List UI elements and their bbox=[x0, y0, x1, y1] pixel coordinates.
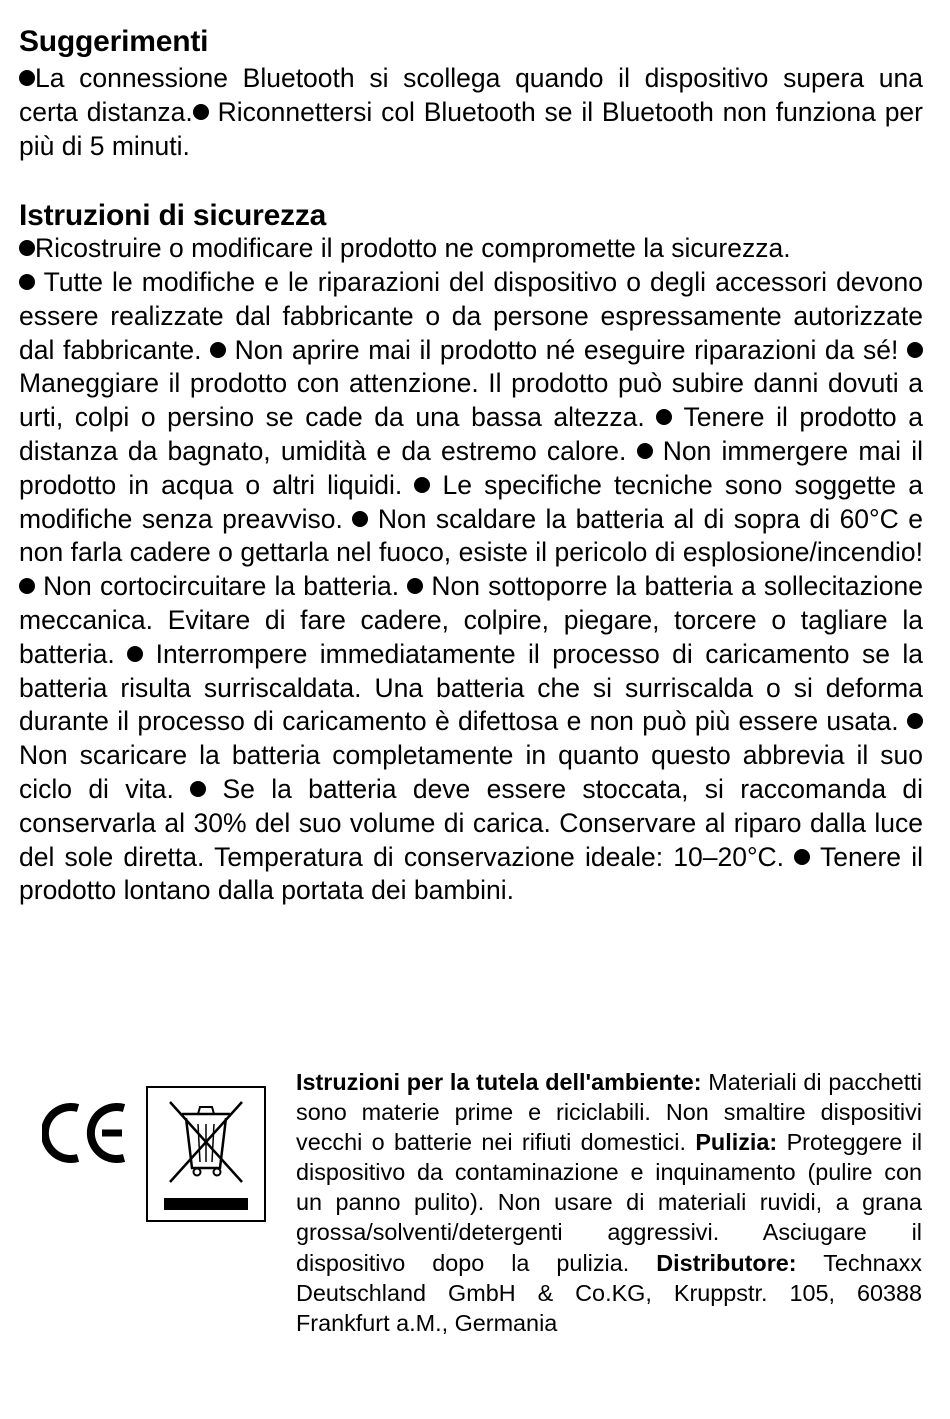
ce-mark-icon bbox=[42, 1100, 130, 1166]
bullet-dot-icon bbox=[637, 443, 653, 459]
bullet-dot-icon bbox=[190, 781, 206, 797]
distributor-label: Distributore: bbox=[656, 1249, 797, 1276]
cleaning-text: Proteggere il dispositivo da contaminazione e inquinamento (pulire con un panno pulito). Non usare di materiali ruvidi, a grana grossa/solventi/detergenti aggressivi. Asciugare il dispositivo dopo la pulizia. bbox=[296, 1129, 923, 1276]
environment-paragraph bbox=[296, 1067, 922, 1338]
safety-item: Tutte le modifiche e le riparazioni del dispositivo o degli accessori devono essere realizzate dal fabbricante o da persone espressamente autorizzate dal fabbricante. bbox=[19, 267, 924, 365]
safety-item: Tenere il prodotto lontano dalla portata dei bambini. bbox=[19, 841, 924, 906]
tips-item: La connessione Bluetooth si scollega quando il dispositivo supera una certa distanza. bbox=[19, 63, 923, 127]
crossed-out-bin-icon bbox=[148, 1088, 264, 1220]
distributor-text: Technaxx Deutschland GmbH & Co.KG, Kruppstr. 105, 60388 Frankfurt a.M., Germania bbox=[296, 1249, 923, 1336]
bullet-dot-icon bbox=[193, 104, 209, 120]
bullet-dot-icon bbox=[907, 713, 923, 729]
tips-title: Suggerimenti bbox=[19, 25, 209, 58]
tips-item: Riconnettersi col Bluetooth se il Bluetooth non funziona per più di 5 minuti. bbox=[19, 96, 923, 161]
bullet-dot-icon bbox=[19, 240, 35, 256]
safety-item: Non scaldare la batteria al di sopra di 60°C e non farla cadere o gettarla nel fuoco, esiste il pericolo di esplosione/incendio! bbox=[19, 503, 923, 568]
bullet-dot-icon bbox=[907, 342, 923, 358]
environment-label: Istruzioni per la tutela dell'ambiente: bbox=[296, 1069, 702, 1095]
safety-paragraph bbox=[19, 266, 923, 908]
safety-item: Maneggiare il prodotto con attenzione. Il prodotto può subire danni dovuti a urti, colpi o persino se cade da una bassa altezza. bbox=[19, 368, 923, 433]
tips-paragraph bbox=[19, 62, 923, 163]
safety-item: Interrompere immediatamente il processo di caricamento se la batteria risulta surriscaldata. Una batteria che si surriscalda o si deforma durante il processo di caricamento è difettosa e non può più essere usata. bbox=[19, 638, 923, 737]
safety-item: Non aprire mai il prodotto né eseguire riparazioni da sé! bbox=[234, 334, 899, 365]
weee-symbol bbox=[146, 1086, 266, 1222]
safety-item: Le specifiche tecniche sono soggette a modifiche senza preavviso. bbox=[19, 469, 923, 534]
safety-title: Istruzioni di sicurezza bbox=[19, 199, 327, 232]
safety-item: Non scaricare la batteria completamente in quanto questo abbrevia il suo ciclo di vita. bbox=[19, 740, 923, 804]
safety-item: Tenere il prodotto a distanza da bagnato, umidità e da estremo calore. bbox=[19, 402, 923, 466]
bullet-dot-icon bbox=[656, 409, 672, 425]
safety-item: Se la batteria deve essere stoccata, si raccomanda di conservarla al 30% del suo volume di carica. Conservare al riparo dalla luce del sole diretta. Temperatura di conservazione ideale: 10–20°C. bbox=[19, 773, 923, 872]
bullet-dot-icon bbox=[19, 578, 35, 594]
bullet-dot-icon bbox=[794, 849, 810, 865]
environment-text: Materiali di pacchetti sono materie prime e riciclabili. Non smaltire dispositivi vecchi o batterie nei rifiuti domestici. bbox=[296, 1069, 922, 1156]
bullet-dot-icon bbox=[19, 70, 35, 86]
bullet-dot-icon bbox=[210, 342, 226, 358]
bullet-dot-icon bbox=[19, 274, 35, 290]
safety-item: Ricostruire o modificare il prodotto ne compromette la sicurezza. bbox=[35, 233, 791, 263]
bullet-dot-icon bbox=[414, 477, 430, 493]
bullet-dot-icon bbox=[407, 578, 423, 594]
safety-item: Non sottoporre la batteria a sollecitazione meccanica. Evitare di fare cadere, colpire, piegare, torcere o tagliare la batteria. bbox=[19, 571, 923, 669]
safety-paragraph-intro bbox=[19, 232, 923, 266]
bullet-dot-icon bbox=[127, 646, 143, 662]
bullet-dot-icon bbox=[352, 511, 368, 527]
safety-item: Non immergere mai il prodotto in acqua o altri liquidi. bbox=[19, 435, 923, 500]
safety-item: Non cortocircuitare la batteria. bbox=[43, 571, 400, 602]
cleaning-label: Pulizia: bbox=[695, 1129, 778, 1156]
